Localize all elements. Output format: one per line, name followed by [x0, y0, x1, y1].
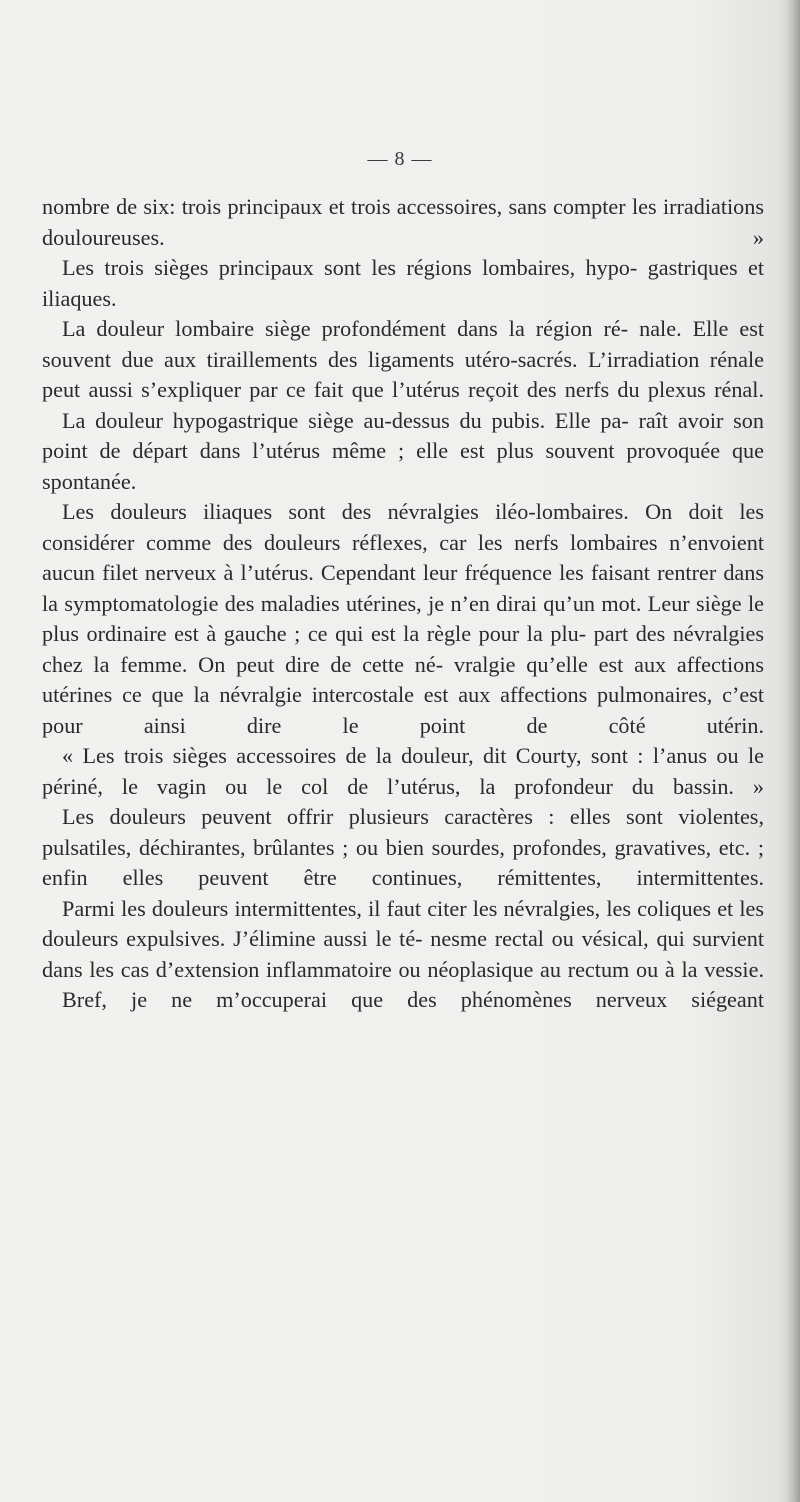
- paragraph: Parmi les douleurs intermittentes, il faut citer les névralgies, les coliques et les douleurs expulsives. J’élimine aussi le té- nesme rectal ou vésical, qui survient dans les cas d’extension inflammatoire ou néoplasique au rectum ou à la vessie.: [42, 895, 764, 982]
- paragraph: Les trois sièges principaux sont les régions lombaires, hypo- gastriques et iliaques.: [42, 255, 764, 311]
- paragraph: La douleur hypogastrique siège au-dessus du pubis. Elle pa- raît avoir son point de départ dans l’utérus même ; elle est plus souvent provoquée que spontanée.: [42, 407, 764, 494]
- body-text: [42, 192, 764, 1016]
- paragraph: Bref, je ne m’occuperai que des phénomènes nerveux siégeant: [62, 987, 764, 1012]
- page-number: — 8 —: [367, 148, 433, 170]
- paragraph: nombre de six: trois principaux et trois accessoires, sans compter les irradiations douloureuses. »: [42, 194, 764, 250]
- paragraph: Les douleurs peuvent offrir plusieurs caractères : elles sont violentes, pulsatiles, déchirantes, brûlantes ; ou bien sourdes, profondes, gravatives, etc. ; enfin elles peuvent être continues, rémittentes, intermittentes.: [42, 804, 764, 890]
- paragraph: « Les trois sièges accessoires de la douleur, dit Courty, sont : l’anus ou le périné, le vagin ou le col de l’utérus, la profondeur du bassin. »: [42, 743, 764, 799]
- paragraph: La douleur lombaire siège profondément dans la région ré- nale. Elle est souvent due aux tiraillements des ligaments utéro-sacrés. L’irradiation rénale peut aussi s’expliquer par ce fait que l’utérus reçoit des nerfs du plexus rénal.: [42, 316, 764, 402]
- page-edge-shadow: [786, 0, 800, 1502]
- paragraph: Les douleurs iliaques sont des névralgies iléo-lombaires. On doit les considérer comme des douleurs réflexes, car les nerfs lombaires n’envoient aucun filet nerveux à l’utérus. Cependant leur fréquence les faisant rentrer dans la symptomatologie des maladies utérines, je n’en dirai qu’un mot. Leur siège le plus ordinaire est à gauche ; ce qui est la règle pour la plu- part des névralgies chez la femme. On peut dire de cette né- vralgie qu’elle est aux affections utérines ce que la névralgie intercostale est aux affections pulmonaires, c’est pour ainsi dire le point de côté utérin.: [42, 499, 764, 738]
